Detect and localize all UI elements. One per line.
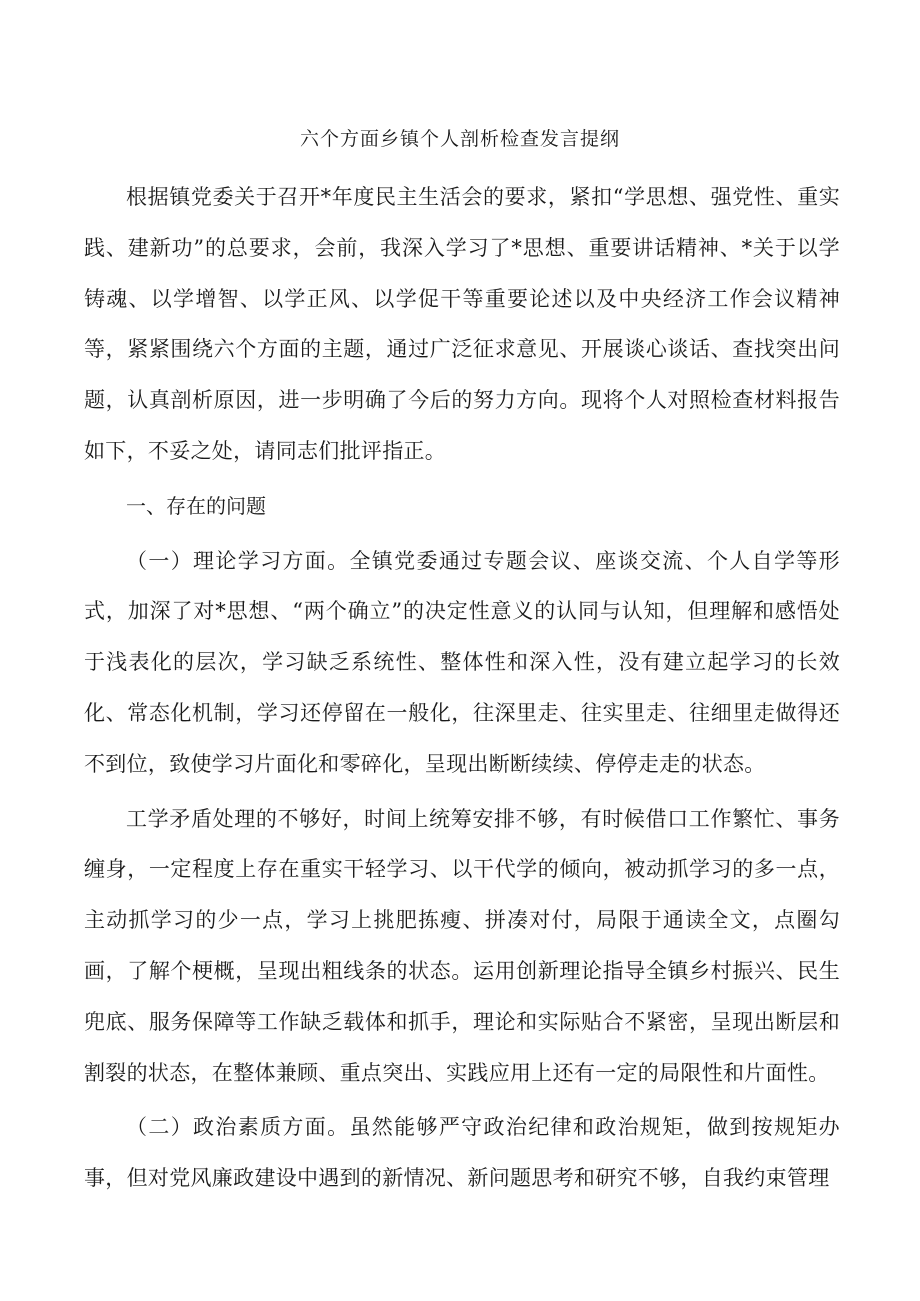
section-heading: 一、存在的问题 [126,493,266,518]
work-study-balance-paragraph: 工学矛盾处理的不够好，时间上统筹安排不够，有时候借口工作繁忙、事务缠身，一定程度上存在重实干轻学习、以干代学的倾向，被动抓学习的多一点，主动抓学习的少一点，学习上挑肥拣瘦、拼凑对付，局限于通读全文，点圈勾画，了解个梗概，呈现出粗线条的状态。运用创新理论指导全镇乡村振兴、民生兜底、服务保障等工作缺乏载体和抓手，理论和实际贴合不紧密，呈现出断层和割裂的状态，在整体兼顾、重点突出、实践应用上还有一定的局限性和片面性。 [84,806,840,1085]
document-title: 六个方面乡镇个人剖析检查发言提纲 [299,128,620,150]
intro-paragraph: 根据镇党委关于召开*年度民主生活会的要求，紧扣“学思想、强党性、重实践、建新功”的总要求，会前，我深入学习了*思想、重要讲话精神、*关于以学铸魂、以学增智、以学正风、以学促干等重要论述以及中央经济工作会议精神等，紧紧围绕六个方面的主题，通过广泛征求意见、开展谈心谈话、查找突出问题，认真剖析原因，进一步明确了今后的努力方向。现将个人对照检查材料报告如下，不妥之处，请同志们批评指正。 [84,185,840,463]
theory-study-paragraph: （一）理论学习方面。全镇党委通过专题会议、座谈交流、个人自学等形式，加深了对*思想、“两个确立”的决定性意义的认同与认知，但理解和感悟处于浅表化的层次，学习缺乏系统性、整体性和深入性，没有建立起学习的长效化、常态化机制，学习还停留在一般化，往深里走、往实里走、往细里走做得还不到位，致使学习片面化和零碎化，呈现出断断续续、停停走走的状态。 [84,548,840,776]
political-quality-paragraph: （二）政治素质方面。虽然能够严守政治纪律和政治规矩，做到按规矩办事，但对党风廉政建设中遇到的新情况、新问题思考和研究不够，自我约束管理 [84,1115,840,1191]
document-body [84,172,840,1204]
